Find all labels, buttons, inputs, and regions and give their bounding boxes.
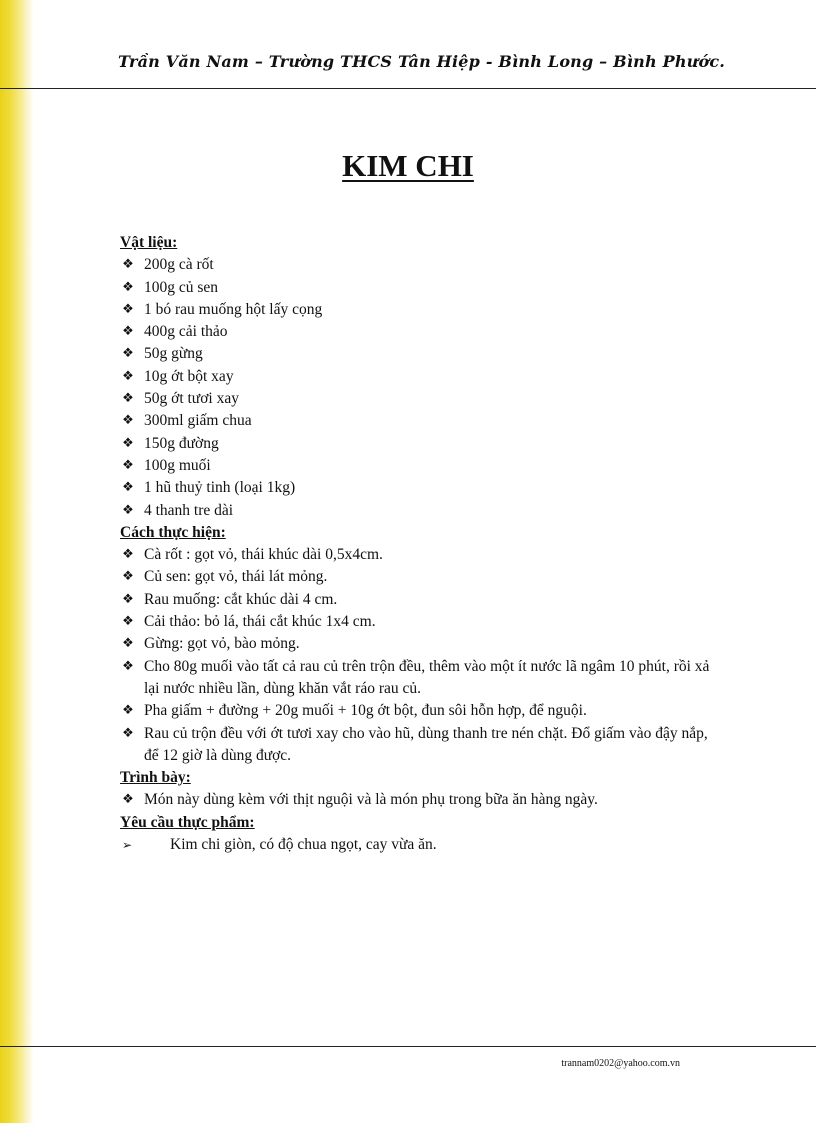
diamond-bullet-icon: ❖	[122, 725, 134, 741]
list-item-text: 100g củ sen	[144, 278, 219, 296]
list-item	[120, 723, 720, 768]
diamond-bullet-icon: ❖	[122, 591, 134, 607]
list-item-text: 50g gừng	[144, 345, 203, 363]
diamond-bullet-icon: ❖	[122, 502, 134, 518]
list-item-text: Pha giấm + đường + 20g muối + 10g ớt bột, đun sôi hỗn hợp, để nguội.	[144, 702, 587, 720]
list-item-text: 10g ớt bột xay	[144, 367, 234, 385]
materials-list	[120, 254, 720, 522]
diamond-bullet-icon: ❖	[122, 569, 134, 585]
list-item-text: Rau muống: cắt khúc dài 4 cm.	[144, 590, 338, 608]
list-item	[120, 388, 720, 410]
list-item	[120, 366, 720, 388]
list-item-text: 50g ớt tươi xay	[144, 390, 239, 408]
diamond-bullet-icon: ❖	[122, 301, 134, 317]
list-item-text: 1 bó rau muống hột lấy cọng	[144, 300, 323, 318]
footer-divider	[0, 1046, 816, 1047]
list-item-text: Cải thảo: bỏ lá, thái cắt khúc 1x4 cm.	[144, 613, 376, 631]
list-item	[120, 477, 720, 499]
section-heading-materials: Vật liệu:	[120, 234, 178, 251]
list-item	[120, 299, 720, 321]
diamond-bullet-icon: ❖	[122, 324, 134, 340]
diamond-bullet-icon: ❖	[122, 279, 134, 295]
arrow-bullet-icon: ➢	[122, 838, 133, 853]
diamond-bullet-icon: ❖	[122, 614, 134, 630]
diamond-bullet-icon: ❖	[122, 547, 134, 563]
list-item-text: Món này dùng kèm với thịt nguội và là món phụ trong bữa ăn hàng ngày.	[144, 791, 598, 809]
diamond-bullet-icon: ❖	[122, 257, 134, 273]
list-item-text: 200g cà rốt	[144, 256, 214, 274]
list-item-text: 300ml giấm chua	[144, 412, 252, 430]
list-item	[120, 589, 720, 611]
list-item	[120, 277, 720, 299]
diamond-bullet-icon: ❖	[122, 703, 134, 719]
header-divider	[0, 88, 816, 89]
list-item-text: Gừng: gọt vỏ, bào mỏng.	[144, 635, 300, 653]
list-item	[120, 789, 720, 811]
diamond-bullet-icon: ❖	[122, 636, 134, 652]
list-item-text: 400g cải thảo	[144, 323, 228, 341]
list-item	[120, 410, 720, 432]
page-header: Trần Văn Nam – Trường THCS Tân Hiệp - Bình Long – Bình Phước.	[118, 52, 726, 71]
requirements-list	[120, 834, 720, 856]
list-item	[120, 611, 720, 633]
presentation-list	[120, 789, 720, 811]
section-heading-presentation: Trình bày:	[120, 769, 191, 787]
list-item-text: Rau củ trộn đều với ớt tươi xay cho vào hũ, dùng thanh tre nén chặt. Đổ giấm vào đậy nắp, để 12 giờ là dùng được.	[144, 724, 708, 764]
list-item	[120, 455, 720, 477]
list-item	[120, 544, 720, 566]
document-body	[120, 232, 720, 856]
diamond-bullet-icon: ❖	[122, 346, 134, 362]
list-item-text: Củ sen: gọt vỏ, thái lát mỏng.	[144, 568, 328, 586]
list-item	[120, 321, 720, 343]
method-list	[120, 544, 720, 767]
list-item	[120, 656, 720, 701]
list-item-text: 100g muối	[144, 456, 211, 474]
list-item	[120, 254, 720, 276]
list-item-text: 4 thanh tre dài	[144, 501, 234, 519]
diamond-bullet-icon: ❖	[122, 368, 134, 384]
section-heading-requirements: Yêu cầu thực phẩm:	[120, 813, 255, 831]
document-title: KIM CHI	[342, 148, 474, 183]
list-item	[120, 433, 720, 455]
diamond-bullet-icon: ❖	[122, 457, 134, 473]
diamond-bullet-icon: ❖	[122, 435, 134, 451]
footer-email: trannam0202@yahoo.com.vn	[561, 1058, 680, 1069]
list-item	[120, 343, 720, 365]
list-item	[120, 633, 720, 655]
list-item	[120, 834, 720, 856]
diamond-bullet-icon: ❖	[122, 792, 134, 808]
list-item-text: Kim chi giòn, có độ chua ngọt, cay vừa ăn.	[170, 836, 437, 854]
list-item-text: Cà rốt : gọt vỏ, thái khúc dài 0,5x4cm.	[144, 546, 383, 564]
diamond-bullet-icon: ❖	[122, 480, 134, 496]
section-heading-method: Cách thực hiện:	[120, 523, 226, 541]
diamond-bullet-icon: ❖	[122, 413, 134, 429]
list-item-text: Cho 80g muối vào tất cả rau củ trên trộn đều, thêm vào một ít nước lã ngâm 10 phút, rồi xả lại nước nhiều lần, dùng khăn vắt ráo rau củ.	[144, 657, 710, 697]
list-item	[120, 566, 720, 588]
list-item-text: 150g đường	[144, 434, 219, 452]
list-item-text: 1 hũ thuỷ tinh (loại 1kg)	[144, 479, 296, 497]
diamond-bullet-icon: ❖	[122, 391, 134, 407]
list-item	[120, 700, 720, 722]
list-item	[120, 500, 720, 522]
diamond-bullet-icon: ❖	[122, 658, 134, 674]
